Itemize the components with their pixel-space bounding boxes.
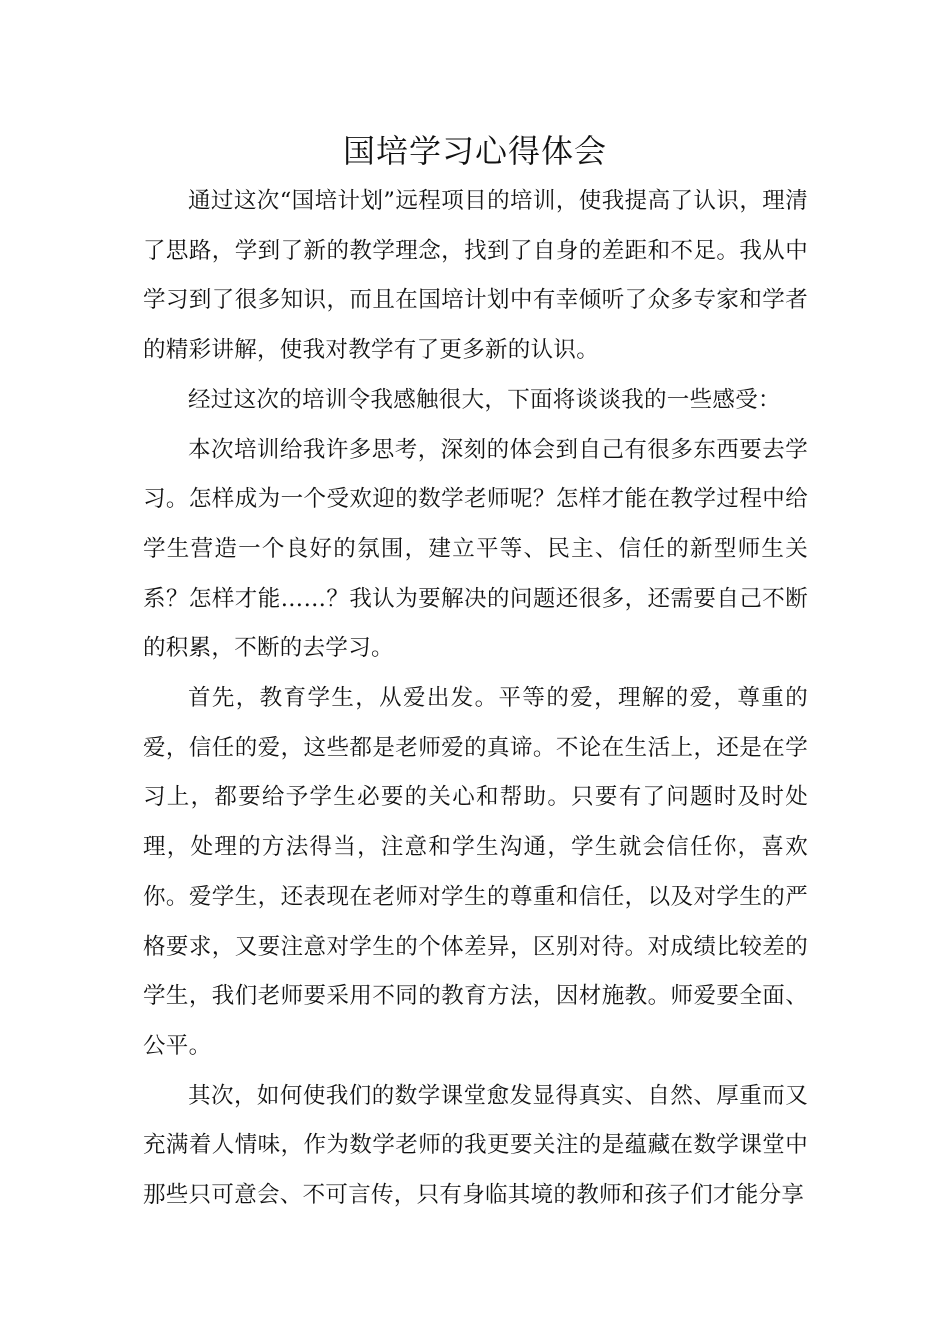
paragraph-first-point: 首先，教育学生，从爱出发。平等的爱，理解的爱，尊重的爱，信任的爱，这些都是老师爱的真谛。不论在生活上，还是在学习上，都要给予学生必要的关心和帮助。只要有了问题时及时处理，处理的方法得当，注意和学生沟通，学生就会信任你，喜欢你。爱学生，还表现在老师对学生的尊重和信任，以及对学生的严格要求，又要注意对学生的个体差异，区别对待。对成绩比较差的学生，我们老师要采用不同的教育方法，因材施教。师爱要全面、公平。 [143,685,808,1059]
paragraph-feelings: 经过这次的培训令我感触很大，下面将谈谈我的一些感受： [188,386,781,413]
document-body [143,177,808,1221]
paragraph-second-point: 其次，如何使我们的数学课堂愈发显得真实、自然、厚重而又充满着人情味，作为数学老师的我更要关注的是蕴藏在数学课堂中那些只可意会、不可言传，只有身临其境的教师和孩子们才能分享 [143,1082,808,1209]
paragraph-intro: 通过这次“国培计划”远程项目的培训，使我提高了认识，理清了思路，学到了新的教学理念，找到了自身的差距和不足。我从中学习到了很多知识，而且在国培计划中有幸倾听了众多专家和学者的精彩讲解，使我对教学有了更多新的认识。 [143,188,808,364]
paragraph-reflection: 本次培训给我许多思考，深刻的体会到自己有很多东西要去学习。怎样成为一个受欢迎的数学老师呢？怎样才能在教学过程中给学生营造一个良好的氛围，建立平等、民主、信任的新型师生关系？怎样才能……？我认为要解决的问题还很多，还需要自己不断的积累，不断的去学习。 [143,436,808,662]
document-title: 国培学习心得体会 [342,132,607,170]
